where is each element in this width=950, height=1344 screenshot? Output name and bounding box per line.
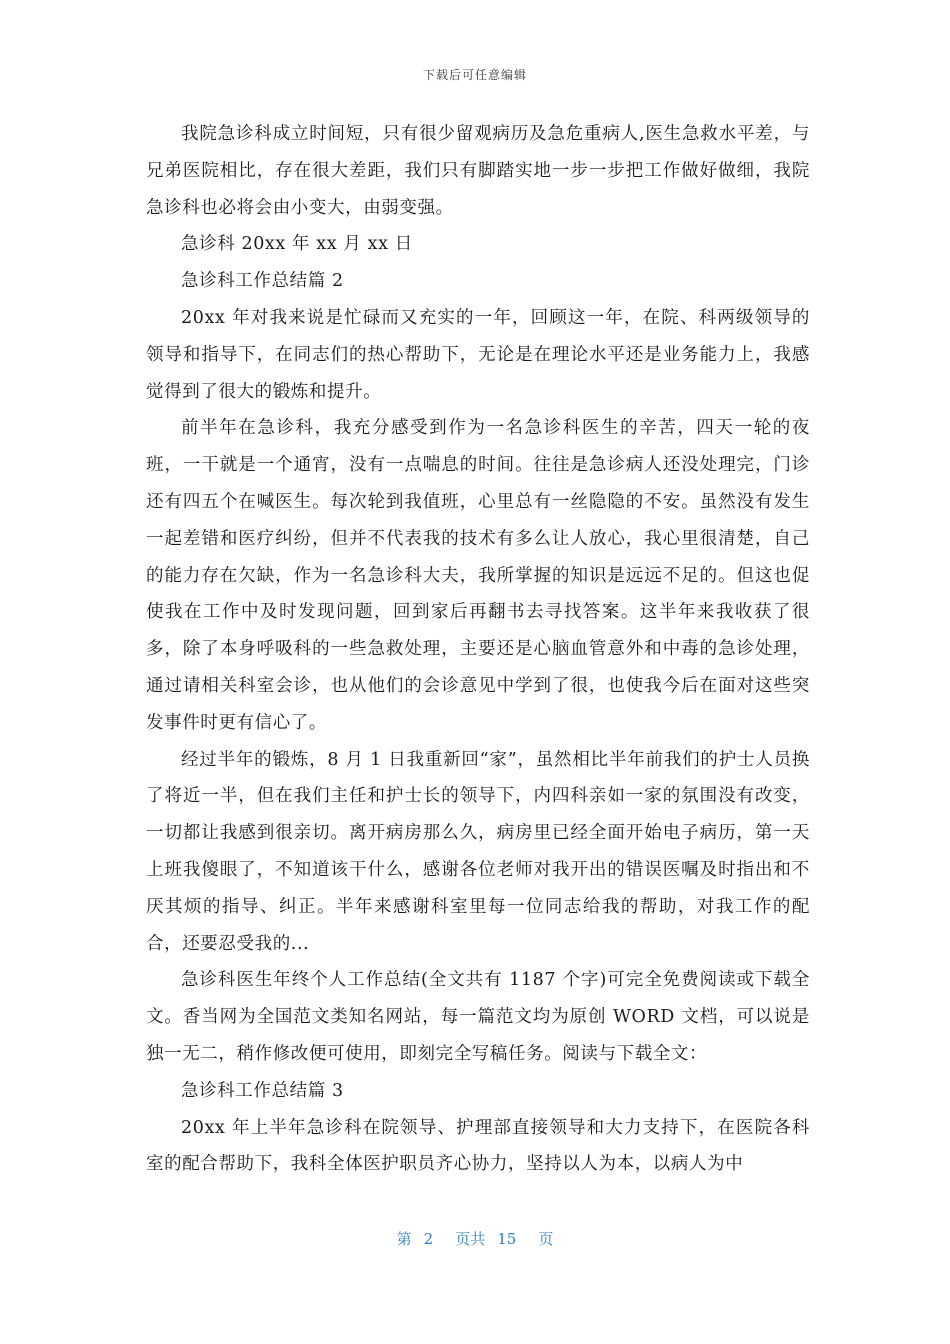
footer-prefix: 第 (396, 1230, 412, 1248)
document-body (146, 116, 810, 1183)
paragraph-5: 急诊科医生年终个人工作总结(全文共有 1187 个字)可完全免费阅读或下载全文。香当网为全国范文类知名网站，每一篇范文均为原创 WORD 文档，可以说是独一无二，稍作修改便可使用，即刻完全写稿任务。阅读与下载全文： (146, 970, 810, 1064)
paragraph-3: 前半年在急诊科，我充分感受到作为一名急诊科医生的辛苦，四天一轮的夜班，一干就是一个通宵，没有一点喘息的时间。往往是急诊病人还没处理完，门诊还有四五个在喊医生。每次轮到我值班，心里总有一丝隐隐的不安。虽然没有发生一起差错和医疗纠纷，但并不代表我的技术有多么让人放心，我心里很清楚，自己的能力存在欠缺，作为一名急诊科大夫，我所掌握的知识是远远不足的。但这也促使我在工作中及时发现问题，回到家后再翻书去寻找答案。这半年来我收获了很多，除了本身呼吸科的一些急救处理，主要还是心脑血管意外和中毒的急诊处理，通过请相关科室会诊，也从他们的会诊意见中学到了很，也使我今后在面对这些突发事件时更有信心了。 (146, 418, 810, 733)
paragraph-1: 我院急诊科成立时间短，只有很少留观病历及急危重病人,医生急救水平差，与兄弟医院相比，存在很大差距，我们只有脚踏实地一步一步把工作做好做细，我院急诊科也必将会由小变大，由弱变强。 (146, 124, 810, 218)
page-footer (0, 1228, 950, 1249)
footer-page-total: 15 (497, 1230, 517, 1248)
section-heading-2: 急诊科工作总结篇 2 (181, 271, 344, 292)
section-heading-3: 急诊科工作总结篇 3 (181, 1080, 344, 1101)
paragraph-4: 经过半年的锻炼，8 月 1 日我重新回“家”，虽然相比半年前我们的护士人员换了将近一半，但在我们主任和护士长的领导下，内四科亲如一家的氛围没有改变，一切都让我感到很亲切。离开病房那么久，病房里已经全面开始电子病历，第一天上班我傻眼了，不知道该干什么，感谢各位老师对我开出的错误医嘱及时指出和不厌其烦的指导、纠正。半年来感谢科室里每一位同志给我的帮助，对我工作的配合，还要忍受我的... (146, 749, 810, 954)
paragraph-date: 急诊科 20xx 年 xx 月 xx 日 (181, 234, 413, 255)
footer-suffix: 页 (538, 1230, 554, 1248)
footer-page-current: 2 (423, 1230, 434, 1248)
footer-mid: 页共 (455, 1230, 486, 1248)
paragraph-6: 20xx 年上半年急诊科在院领导、护理部直接领导和大力支持下，在医院各科室的配合帮助下，我科全体医护职员齐心协力，坚持以人为本，以病人为中 (146, 1117, 810, 1175)
page-header: 下载后可任意编辑 (422, 68, 527, 82)
paragraph-2: 20xx 年对我来说是忙碌而又充实的一年，回顾这一年，在院、科两级领导的领导和指导下，在同志们的热心帮助下，无论是在理论水平还是业务能力上，我感觉得到了很大的锻炼和提升。 (146, 307, 810, 402)
